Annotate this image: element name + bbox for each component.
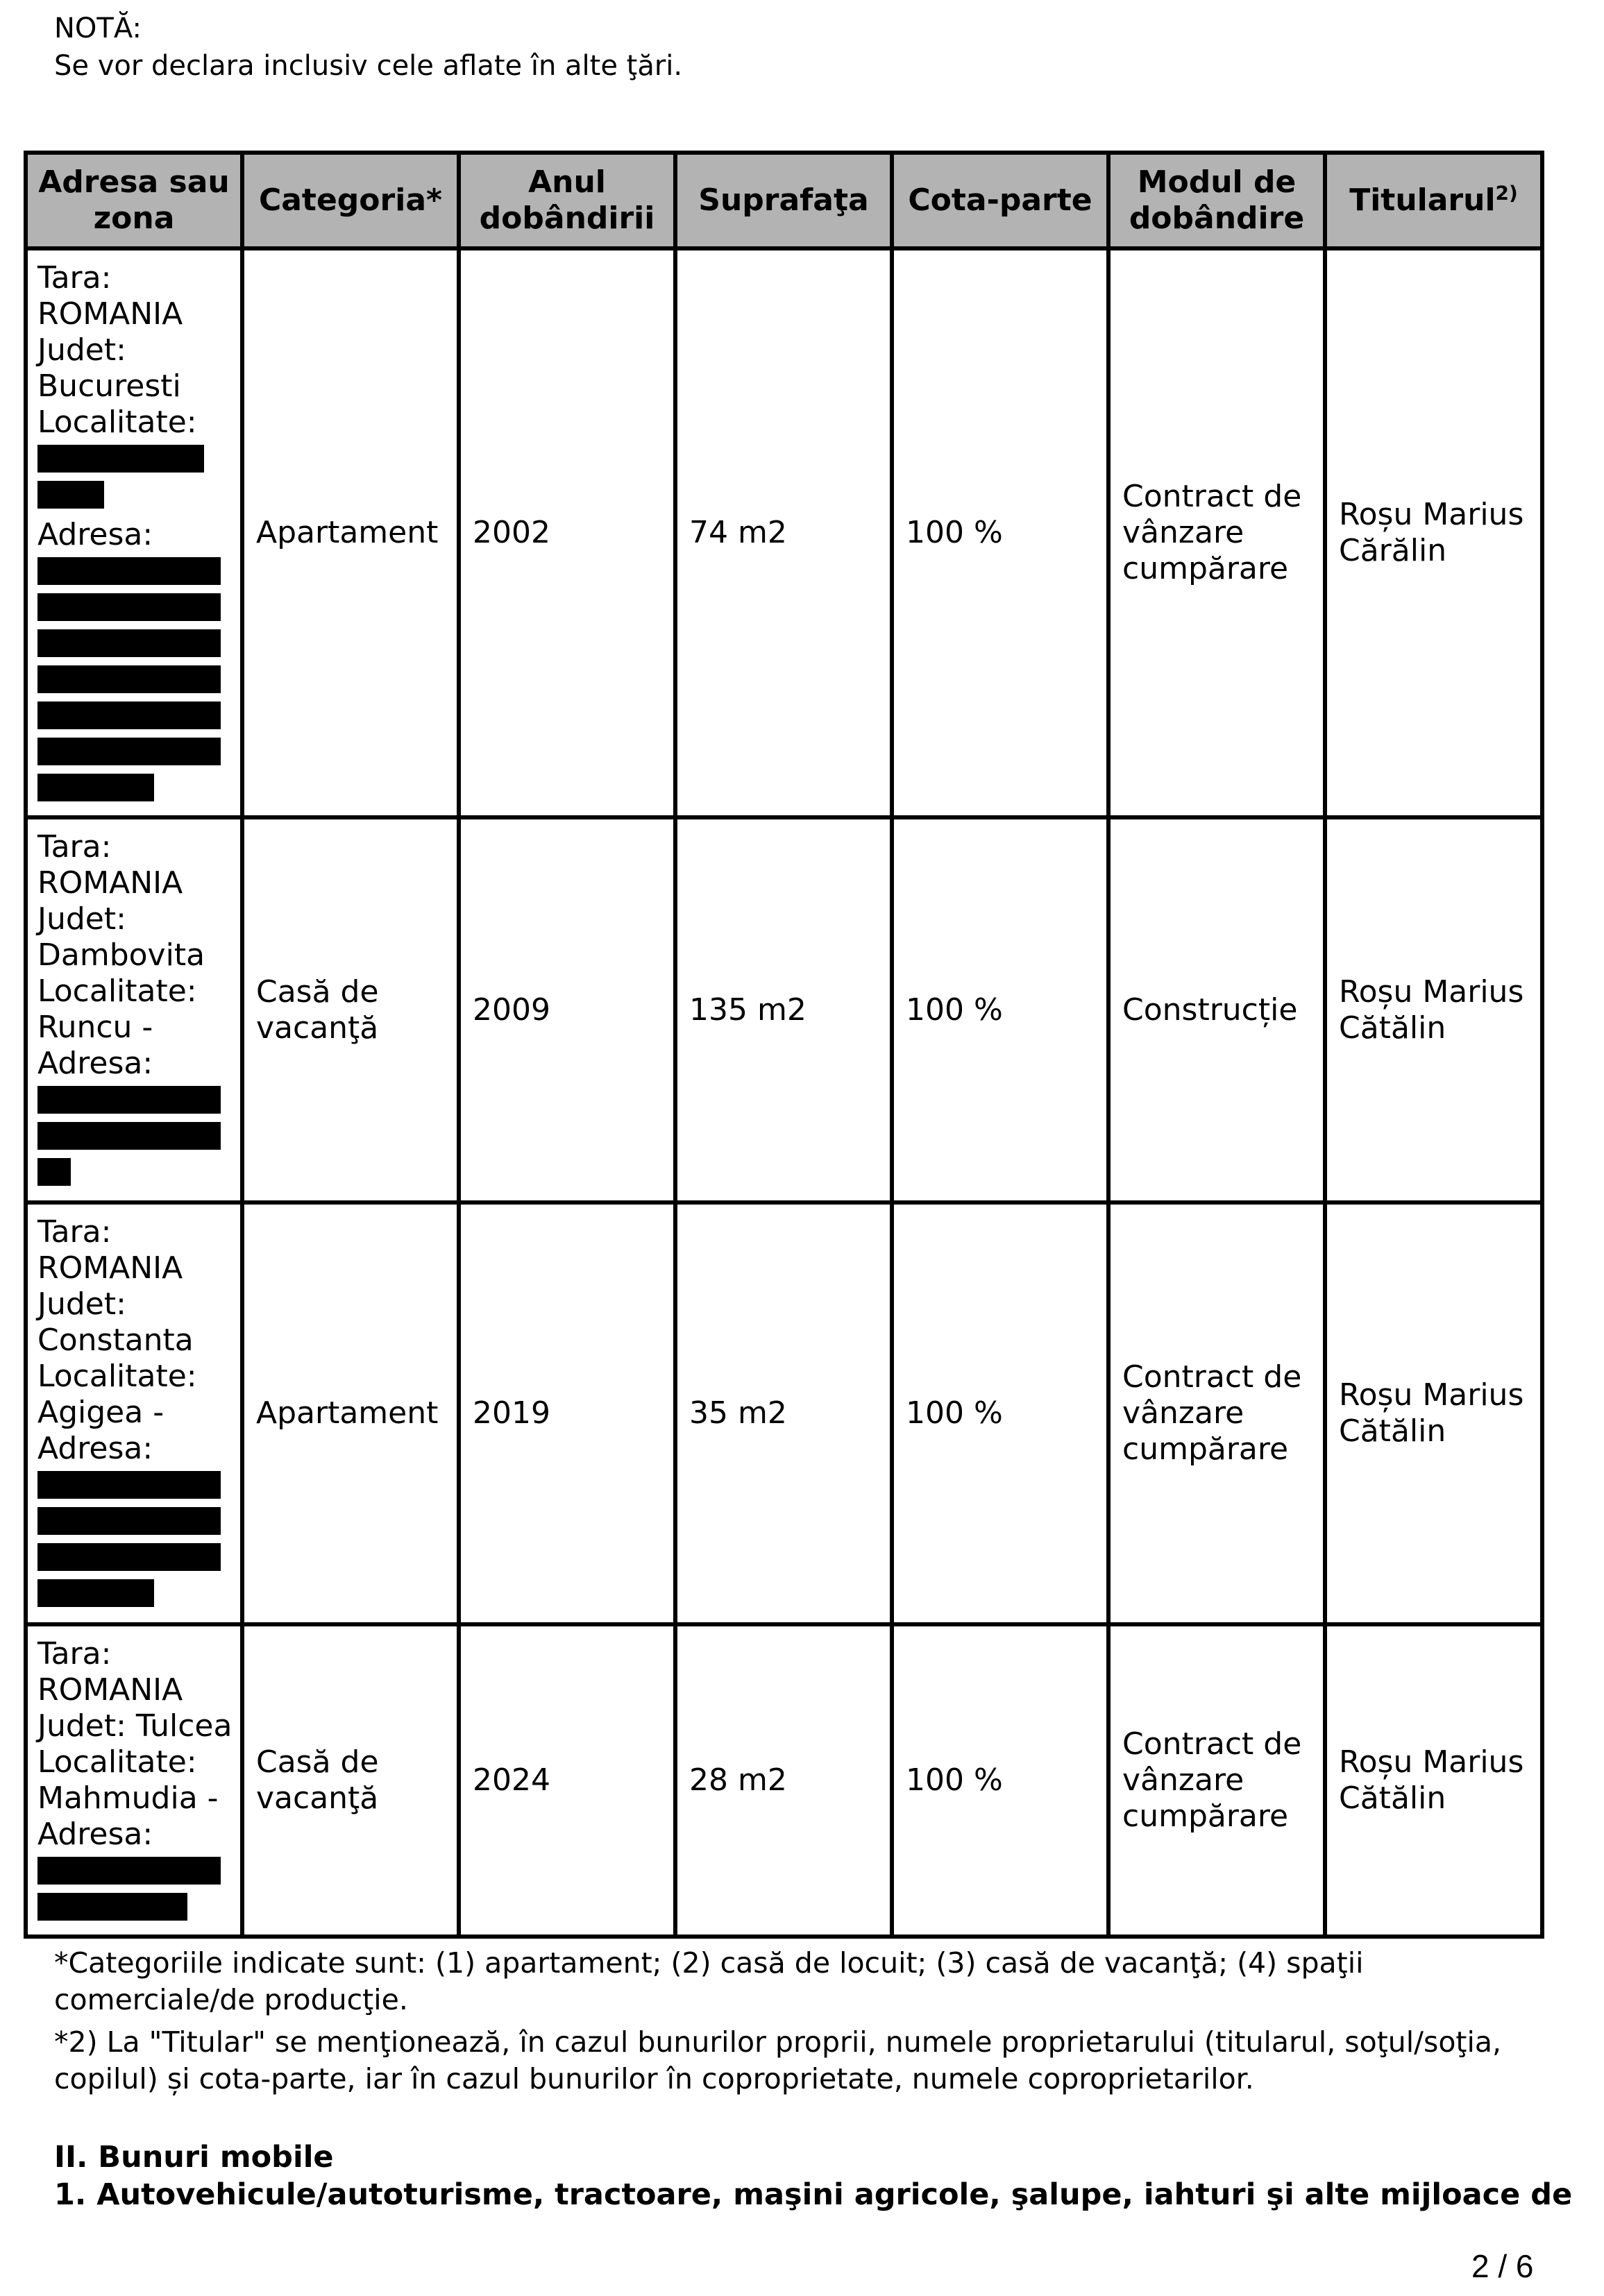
header-year: Anul dobândirii — [459, 153, 675, 248]
mode-cell: Construcție — [1108, 817, 1325, 1202]
area-cell: 135 m2 — [675, 817, 892, 1202]
redaction-bar — [37, 1158, 71, 1186]
area-cell: 35 m2 — [675, 1202, 892, 1624]
address-line: Tara: — [37, 1636, 112, 1672]
header-category: Categoria* — [242, 153, 459, 248]
address-line: Judet: — [37, 332, 126, 368]
table-header-row — [26, 153, 1542, 248]
address-line: Runcu - — [37, 1010, 153, 1045]
header-area: Suprafaţa — [675, 153, 892, 248]
address-line: Localitate: — [37, 973, 197, 1009]
note-label: NOTĂ: — [54, 12, 142, 44]
year-cell: 2024 — [459, 1624, 675, 1937]
address-line: Mahmudia - — [37, 1780, 219, 1816]
header-holder-footnote-mark: 2) — [1495, 181, 1518, 205]
footnote-holder — [24, 2024, 1537, 2098]
redaction-bar — [37, 1579, 154, 1607]
address-line: Constanta — [37, 1323, 194, 1358]
year-cell: 2002 — [459, 248, 675, 817]
address-line: Tara: — [37, 829, 112, 865]
category-cell: Apartament — [242, 248, 459, 817]
page-number: 2 / 6 — [1471, 2248, 1534, 2284]
redaction-bar — [37, 1507, 221, 1535]
share-cell: 100 % — [892, 1202, 1108, 1624]
year-cell: 2019 — [459, 1202, 675, 1624]
redaction-bar — [37, 774, 154, 801]
note-text: Se vor declara inclusiv cele aflate în alte ţări. — [54, 50, 683, 82]
address-line: Judet: — [37, 1286, 126, 1322]
address-line: Adresa: — [37, 517, 153, 552]
table-row — [26, 1202, 1542, 1624]
section-title: II. Bunuri mobile — [54, 2140, 334, 2175]
redaction-bar — [37, 1471, 221, 1499]
header-mode: Modul de dobândire — [1108, 153, 1325, 248]
redaction-bar — [37, 593, 221, 621]
address-line: Localitate: — [37, 405, 197, 440]
address-line: ROMANIA — [37, 296, 183, 332]
redaction-bar — [37, 701, 221, 729]
redaction-bar — [37, 445, 204, 473]
note — [54, 10, 682, 85]
address-line: Adresa: — [37, 1431, 153, 1466]
address-line: Judet: — [37, 901, 126, 937]
holder-cell: Roșu Marius Cătălin — [1325, 817, 1542, 1202]
address-cell — [26, 1624, 242, 1937]
share-cell: 100 % — [892, 248, 1108, 817]
year-cell: 2009 — [459, 817, 675, 1202]
header-holder-label: Titularul — [1349, 182, 1496, 218]
address-line: Adresa: — [37, 1046, 153, 1081]
address-line: Localitate: — [37, 1359, 197, 1394]
address-line: ROMANIA — [37, 865, 183, 901]
area-cell: 28 m2 — [675, 1624, 892, 1937]
holder-cell: Roșu Marius Cătălin — [1325, 1624, 1542, 1937]
header-address: Adresa sau zona — [26, 153, 242, 248]
address-line: ROMANIA — [37, 1250, 183, 1286]
address-line: Localitate: — [37, 1744, 197, 1780]
address-line: Tara: — [37, 260, 112, 296]
redaction-bar — [37, 1086, 221, 1114]
real-estate-table — [24, 151, 1544, 1939]
address-line: Judet: Tulcea — [37, 1708, 233, 1744]
table-row — [26, 248, 1542, 817]
redaction-bar — [37, 738, 221, 765]
footnote-categories — [24, 1945, 1537, 2018]
category-cell: Apartament — [242, 1202, 459, 1624]
mode-cell: Contract de vânzare cumpărare — [1108, 248, 1325, 817]
share-cell: 100 % — [892, 817, 1108, 1202]
header-share: Cota-parte — [892, 153, 1108, 248]
address-cell — [26, 817, 242, 1202]
category-cell: Casă de vacanţă — [242, 1624, 459, 1937]
share-cell: 100 % — [892, 1624, 1108, 1937]
holder-cell: Roșu Marius Cărălin — [1325, 248, 1542, 817]
mode-cell: Contract de vânzare cumpărare — [1108, 1624, 1325, 1937]
address-line: Agigea - — [37, 1395, 164, 1430]
area-cell: 74 m2 — [675, 248, 892, 817]
address-line: Bucuresti — [37, 368, 181, 404]
header-holder — [1325, 153, 1542, 248]
redaction-bar — [37, 1893, 187, 1921]
address-cell — [26, 1202, 242, 1624]
redaction-bar — [37, 1122, 221, 1150]
address-cell — [26, 248, 242, 817]
address-line: Tara: — [37, 1214, 112, 1250]
table-row — [26, 1624, 1542, 1937]
holder-cell: Roșu Marius Cătălin — [1325, 1202, 1542, 1624]
mode-cell: Contract de vânzare cumpărare — [1108, 1202, 1325, 1624]
footnote-holder-text: *2) La "Titular" se menţionează, în cazul bunurilor proprii, numele proprietarului (titularul, soţul/soţia, copilul) și cota-parte, iar în cazul bunurilor în coproprietate, numele coproprietarilor. — [54, 2025, 1502, 2095]
redaction-bar — [37, 1857, 221, 1885]
section-subtitle: 1. Autovehicule/autoturisme, tractoare, maşini agricole, şalupe, iahturi şi alte mijloace de — [54, 2177, 1573, 2212]
category-cell: Casă de vacanţă — [242, 817, 459, 1202]
redaction-bar — [37, 665, 221, 693]
address-line: ROMANIA — [37, 1672, 183, 1708]
redaction-bar — [37, 481, 104, 509]
redaction-bar — [37, 557, 221, 585]
address-line: Adresa: — [37, 1817, 153, 1852]
footnote-categories-text: *Categoriile indicate sunt: (1) apartament; (2) casă de locuit; (3) casă de vacanţă; (4) spaţii comerciale/de producţie. — [54, 1946, 1364, 2016]
redaction-bar — [37, 629, 221, 657]
redaction-bar — [37, 1543, 221, 1571]
table-row — [26, 817, 1542, 1202]
address-line: Dambovita — [37, 937, 205, 973]
